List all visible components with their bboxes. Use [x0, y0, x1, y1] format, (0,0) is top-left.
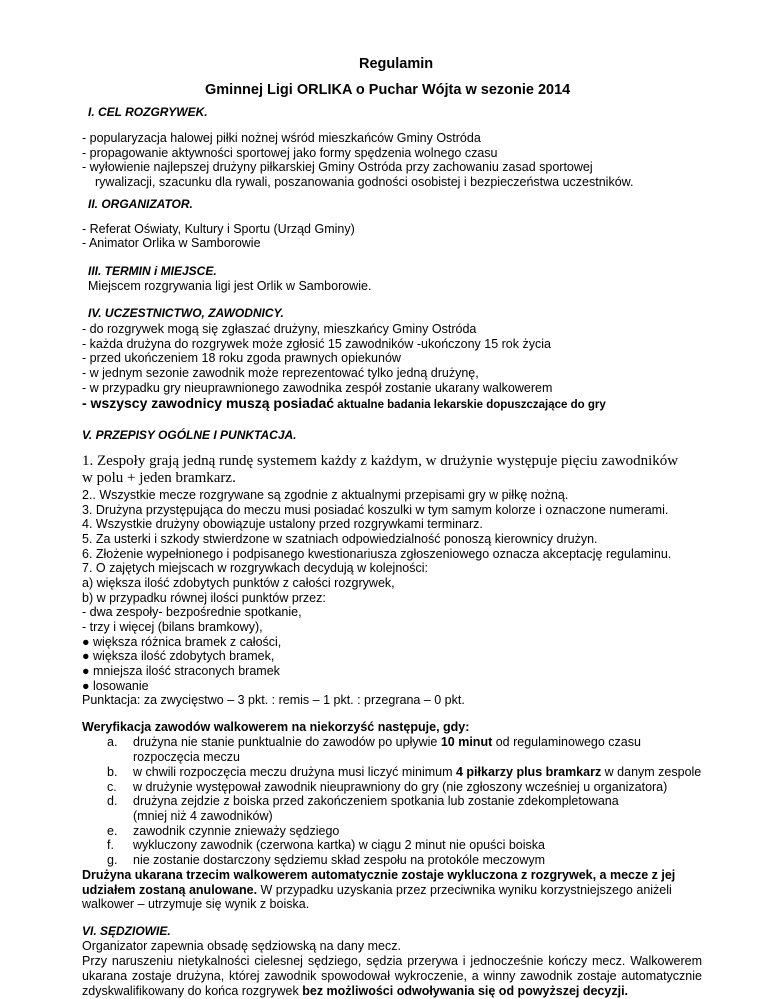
rule-item: ● większa ilość zdobytych bramek, [82, 649, 275, 663]
section-6-paragraph [82, 954, 702, 999]
section-3-heading: III. TERMIN i MIEJSCE. [88, 264, 217, 278]
rule-item: 3. Drużyna przystępująca do meczu musi posiadać koszulki w tym samym kolorze i oznaczone numerami. [82, 503, 669, 517]
rule-item: b) w przypadku równej ilości punktów przez: [82, 591, 326, 605]
rule-item: - dwa zespoły- bezpośrednie spotkanie, [82, 605, 302, 619]
third-walkover-rule-line-2 [82, 883, 672, 898]
walkover-letter: f. [107, 838, 114, 852]
section-4-item: - przed ukończeniem 18 roku zgoda prawnych opiekunów [82, 351, 401, 365]
third-walkover-rule-line-3: walkower – utrzymuje się wynik z boiska. [82, 897, 310, 911]
rule-item: 4. Wszystkie drużyny obowiązuje ustalony przed rozgrywkami terminarz. [82, 517, 483, 531]
section-2-item: - Referat Oświaty, Kultury i Sportu (Urząd Gminy) [82, 222, 355, 236]
walkover-letter: e. [107, 824, 118, 838]
walkover-heading: Weryfikacja zawodów walkowerem na niekorzyść następuje, gdy: [82, 720, 470, 734]
rule-1-line-1: 1. Zespoły grają jedną rundę systemem każdy z każdym, w drużynie występuje pięciu zawodników [82, 453, 679, 469]
section-6-heading: VI. SĘDZIOWIE. [82, 924, 171, 938]
document-title: Regulamin [359, 56, 434, 72]
rule-item: 5. Za usterki i szkody stwierdzone w szatniach odpowiedzialność ponoszą kierownicy drużyn. [82, 532, 598, 546]
walkover-a-post: od regulaminowego czasu [492, 735, 641, 749]
walkover-item-g: nie zostanie dostarczony sędziemu skład zespołu na protokóle meczowym [133, 853, 546, 867]
section-1-heading: I. CEL ROZGRYWEK. [88, 105, 208, 119]
walkover-item-b [133, 765, 701, 780]
walkover-item-a-cont: rozpoczęcia meczu [133, 750, 240, 764]
document-subtitle: Gminnej Ligi ORLIKA o Puchar Wójta w sezonie 2014 [205, 82, 571, 98]
rule-item: 6. Złożenie wypełnionego i podpisanego kwestionariusza zgłoszeniowego oznacza akceptację regulaminu. [82, 547, 672, 561]
section-2-item: - Animator Orlika w Samborowie [82, 236, 261, 250]
section-4-medical-requirement [82, 396, 606, 413]
section-4-item: - w przypadku gry nieuprawnionego zawodnika zespół zostanie ukarany walkowerem [82, 381, 553, 395]
rule-item: 7. O zajętych miejscach w rozgrywkach decydują w kolejności: [82, 561, 428, 575]
walkover-a-pre: drużyna nie stanie punktualnie do zawodów po upływie [133, 735, 441, 749]
rule-item: ● większa różnica bramek z całości, [82, 635, 282, 649]
walkover-b-bold: 4 piłkarzy plus bramkarz [456, 765, 602, 779]
rule-item: a) większa ilość zdobytych punktów z całości rozgrywek, [82, 576, 395, 590]
rule-item: ● mniejsza ilość straconych bramek [82, 664, 280, 678]
section-1-item: - propagowanie aktywności sportowej jako formy spędzenia wolnego czasu [82, 146, 498, 160]
rule-1-line-2: w polu + jeden bramkarz. [82, 470, 236, 486]
third-walkover-bold: udziałem zostaną anulowane. [82, 883, 258, 897]
walkover-letter: g. [107, 853, 118, 867]
section-4-item: - w jednym sezonie zawodnik może reprezentować tylko jedną drużynę, [82, 366, 479, 380]
section-1-item: - popularyzacja halowej piłki nożnej wśród mieszkańców Gminy Ostróda [82, 131, 481, 145]
scoring-line: Punktacja: za zwycięstwo – 3 pkt. : remis – 1 pkt. : przegrana – 0 pkt. [82, 693, 465, 707]
rule-item: 2.. Wszystkie mecze rozgrywane są zgodnie z aktualnymi przepisami gry w piłkę nożną. [82, 488, 569, 502]
section-1-item: - wyłowienie najlepszej drużyny piłkarskiej Gminy Ostróda przy zachowaniu zasad sportowej [82, 160, 593, 174]
walkover-a-bold: 10 minut [440, 735, 493, 749]
walkover-letter: b. [107, 765, 118, 779]
section-6-paragraph-text: Przy naruszeniu nietykalności cielesnej sędziego, sędzia przerywa i jednocześnie kończy mecz. Walkowerem ukarana zostaje drużyna, której zawodnik spowodował wykroczenie, a winny zawodnik zostaje automatycznie zdyskwalifikowany do końca rozgrywek [82, 954, 702, 998]
walkover-item-d: drużyna zejdzie z boiska przed zakończeniem spotkania lub zostanie zdekompletowana [133, 794, 619, 808]
rule-item: ● losowanie [82, 679, 149, 693]
rule-item: - trzy i więcej (bilans bramkowy), [82, 620, 263, 634]
section-4-item: - do rozgrywek mogą się zgłaszać drużyny, mieszkańcy Gminy Ostróda [82, 322, 477, 336]
walkover-item-c: w drużynie występował zawodnik nieuprawniony do gry (nie zgłoszony wcześniej u organizatora) [133, 780, 668, 794]
walkover-item-e: zawodnik czynnie znieważy sędziego [133, 824, 340, 838]
section-4-heading: IV. UCZESTNICTWO, ZAWODNICY. [88, 306, 284, 320]
walkover-letter: c. [107, 780, 117, 794]
section-5-heading: V. PRZEPISY OGÓLNE I PUNKTACJA. [82, 428, 297, 442]
medical-requirement-lead: - wszyscy zawodnicy muszą posiadać [82, 395, 335, 411]
walkover-b-pre: w chwili rozpoczęcia meczu drużyna musi liczyć minimum [133, 765, 456, 779]
walkover-item-d-cont: (mniej niż 4 zawodników) [133, 809, 273, 823]
medical-requirement-rest: aktualne badania lekarskie dopuszczające do gry [334, 399, 606, 411]
section-4-item: - każda drużyna do rozgrywek może zgłosić 15 zawodników -ukończony 15 rok życia [82, 337, 551, 351]
walkover-item-a [133, 735, 641, 750]
walkover-letter: a. [107, 735, 118, 749]
walkover-b-post: w danym zespole [601, 765, 702, 779]
third-walkover-tail: W przypadku uzyskania przez przeciwnika wyniku korzystniejszego aniżeli [257, 883, 672, 897]
section-6-line-1: Organizator zapewnia obsadę sędziowską na dany mecz. [82, 939, 401, 953]
section-6-paragraph-bold: bez możliwości odwoływania się od powyższej decyzji. [302, 984, 629, 998]
walkover-item-f: wykluczony zawodnik (czerwona kartka) w ciągu 2 minut nie opuści boiska [133, 838, 545, 852]
section-2-heading: II. ORGANIZATOR. [88, 197, 193, 211]
third-walkover-rule-line-1: Drużyna ukarana trzecim walkowerem automatycznie zostaje wykluczona z rozgrywek, a mecze z jej [82, 868, 676, 882]
walkover-letter: d. [107, 794, 118, 808]
section-1-item: rywalizacji, szacunku dla rywali, poszanowania godności osobistej i bezpieczeństwa uczestników. [95, 175, 634, 189]
section-3-text: Miejscem rozgrywania ligi jest Orlik w Samborowie. [88, 279, 372, 293]
